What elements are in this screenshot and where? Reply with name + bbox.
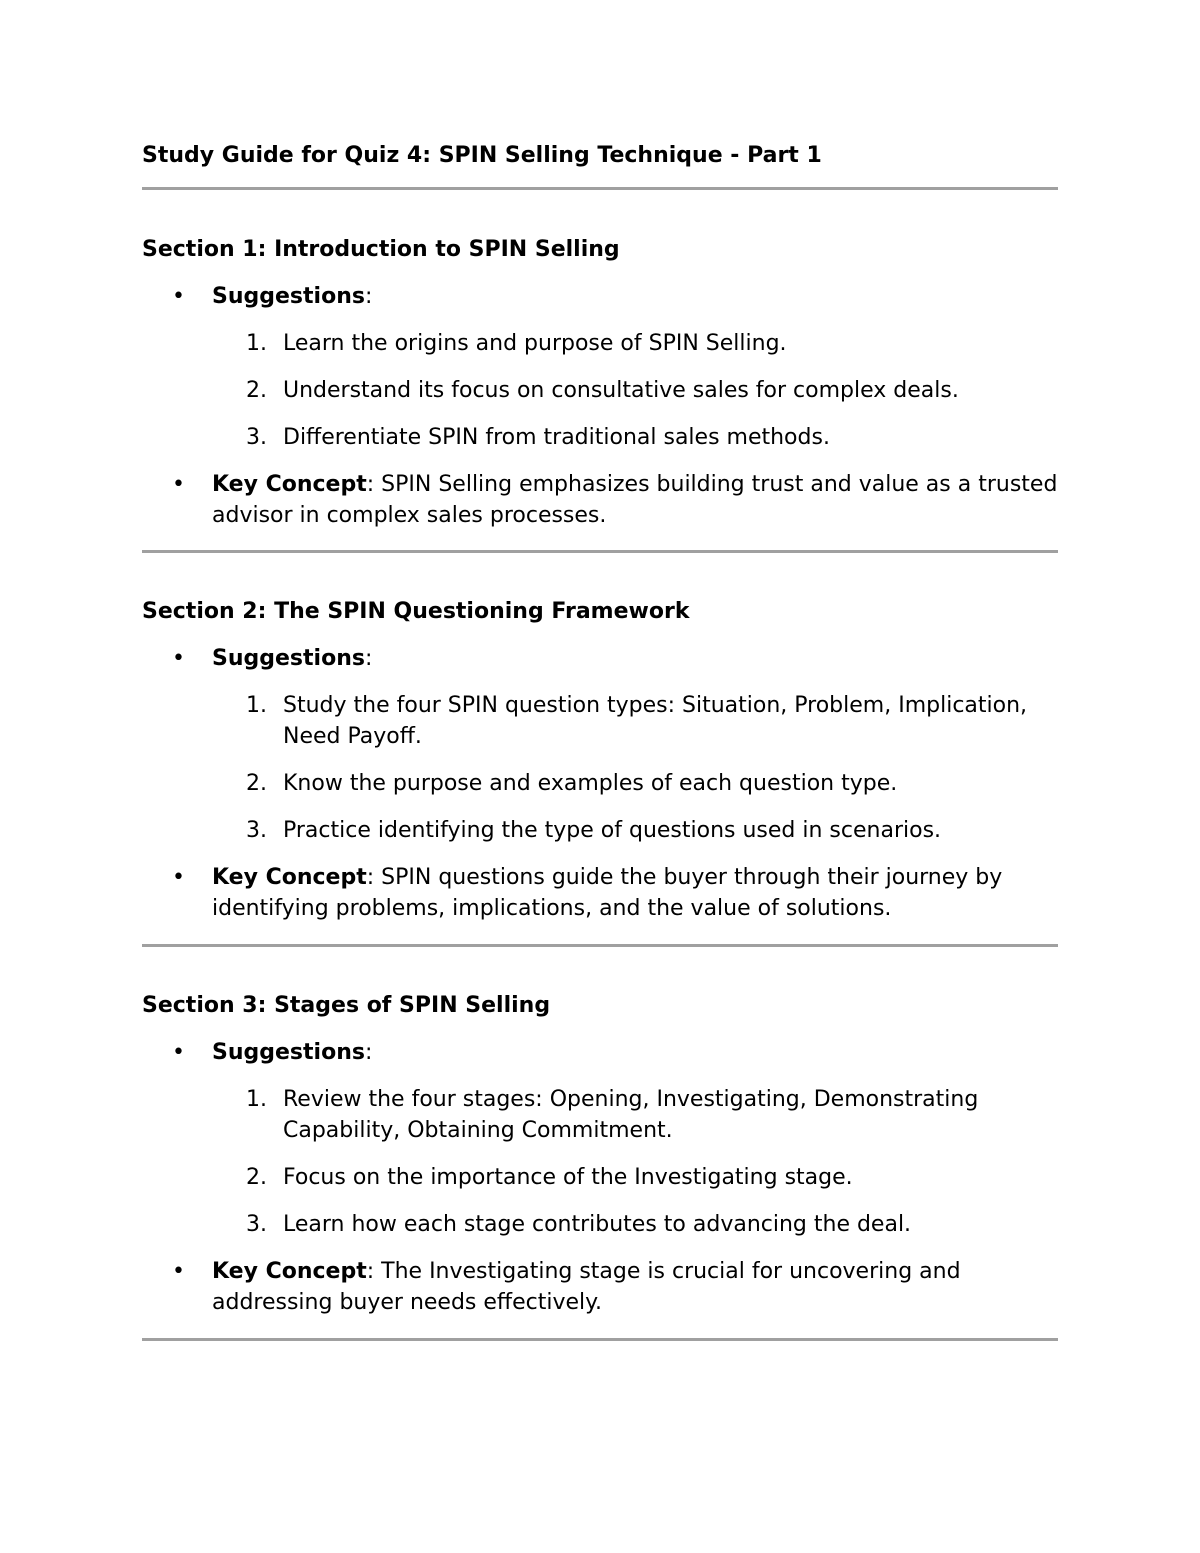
bullet-marker: • (172, 1259, 185, 1284)
key-concept-label: Key Concept (212, 472, 367, 497)
list-number: 2. (246, 771, 267, 796)
section-bullet-list (142, 1037, 1058, 1068)
key-concept-label: Key Concept (212, 865, 367, 890)
suggestions-label: Suggestions (212, 1040, 365, 1065)
section-bullet-list (142, 862, 1058, 924)
suggestions-item (142, 643, 1058, 674)
section-2-divider (142, 944, 1058, 947)
list-number: 1. (246, 331, 267, 356)
bullet-marker: • (172, 1040, 185, 1065)
key-concept-text: The Investigating stage is crucial for uncovering and addressing buyer needs effectively. (212, 1259, 961, 1315)
section-heading: Section 2: The SPIN Questioning Framework (142, 599, 690, 624)
bullet-marker: • (172, 865, 185, 890)
list-item (142, 375, 1058, 406)
label-separator: : (366, 1259, 375, 1284)
list-item (142, 768, 1058, 799)
title-divider (142, 187, 1058, 190)
key-concept-text: SPIN Selling emphasizes building trust and value as a trusted advisor in complex sales processes. (212, 472, 1058, 528)
list-number: 3. (246, 818, 267, 843)
section-2 (142, 597, 1058, 924)
list-item-text: Focus on the importance of the Investigating stage. (283, 1165, 853, 1190)
suggestions-list (142, 690, 1058, 846)
list-item-text: Learn how each stage contributes to advancing the deal. (283, 1212, 912, 1237)
list-item-text: Practice identifying the type of questions used in scenarios. (283, 818, 942, 843)
list-number: 2. (246, 1165, 267, 1190)
list-item-text: Study the four SPIN question types: Situation, Problem, Implication, Need Payoff. (283, 693, 1028, 749)
list-item-text: Review the four stages: Opening, Investigating, Demonstrating Capability, Obtaining Commitment. (283, 1087, 979, 1143)
section-bullet-list (142, 281, 1058, 312)
label-separator: : (364, 1040, 373, 1065)
list-item-text: Learn the origins and purpose of SPIN Selling. (283, 331, 787, 356)
suggestions-item (142, 1037, 1058, 1068)
document-title: Study Guide for Quiz 4: SPIN Selling Technique - Part 1 (142, 143, 822, 168)
suggestions-label: Suggestions (212, 646, 365, 671)
list-item (142, 1084, 1058, 1146)
list-number: 3. (246, 425, 267, 450)
key-concept-item (142, 1256, 1058, 1318)
list-number: 3. (246, 1212, 267, 1237)
list-number: 2. (246, 378, 267, 403)
suggestions-list (142, 1084, 1058, 1240)
list-item (142, 1209, 1058, 1240)
section-heading: Section 3: Stages of SPIN Selling (142, 993, 551, 1018)
key-concept-item (142, 469, 1058, 531)
list-item-text: Understand its focus on consultative sales for complex deals. (283, 378, 959, 403)
label-separator: : (364, 284, 373, 309)
label-separator: : (364, 646, 373, 671)
label-separator: : (366, 865, 375, 890)
section-1-divider (142, 550, 1058, 553)
list-item-text: Differentiate SPIN from traditional sales methods. (283, 425, 830, 450)
section-3 (142, 991, 1058, 1318)
bullet-marker: • (172, 472, 185, 497)
section-bullet-list (142, 643, 1058, 674)
list-item (142, 328, 1058, 359)
section-heading: Section 1: Introduction to SPIN Selling (142, 237, 620, 262)
section-bullet-list (142, 1256, 1058, 1318)
section-bullet-list (142, 469, 1058, 531)
key-concept-item (142, 862, 1058, 924)
list-number: 1. (246, 693, 267, 718)
label-separator: : (366, 472, 375, 497)
suggestions-item (142, 281, 1058, 312)
section-1 (142, 235, 1058, 531)
suggestions-label: Suggestions (212, 284, 365, 309)
bullet-marker: • (172, 646, 185, 671)
key-concept-label: Key Concept (212, 1259, 367, 1284)
list-item-text: Know the purpose and examples of each question type. (283, 771, 898, 796)
list-item (142, 422, 1058, 453)
key-concept-text: SPIN questions guide the buyer through their journey by identifying problems, implications, and the value of solutions. (212, 865, 1003, 921)
bullet-marker: • (172, 284, 185, 309)
list-number: 1. (246, 1087, 267, 1112)
list-item (142, 815, 1058, 846)
list-item (142, 690, 1058, 752)
suggestions-list (142, 328, 1058, 453)
list-item (142, 1162, 1058, 1193)
section-3-divider (142, 1338, 1058, 1341)
